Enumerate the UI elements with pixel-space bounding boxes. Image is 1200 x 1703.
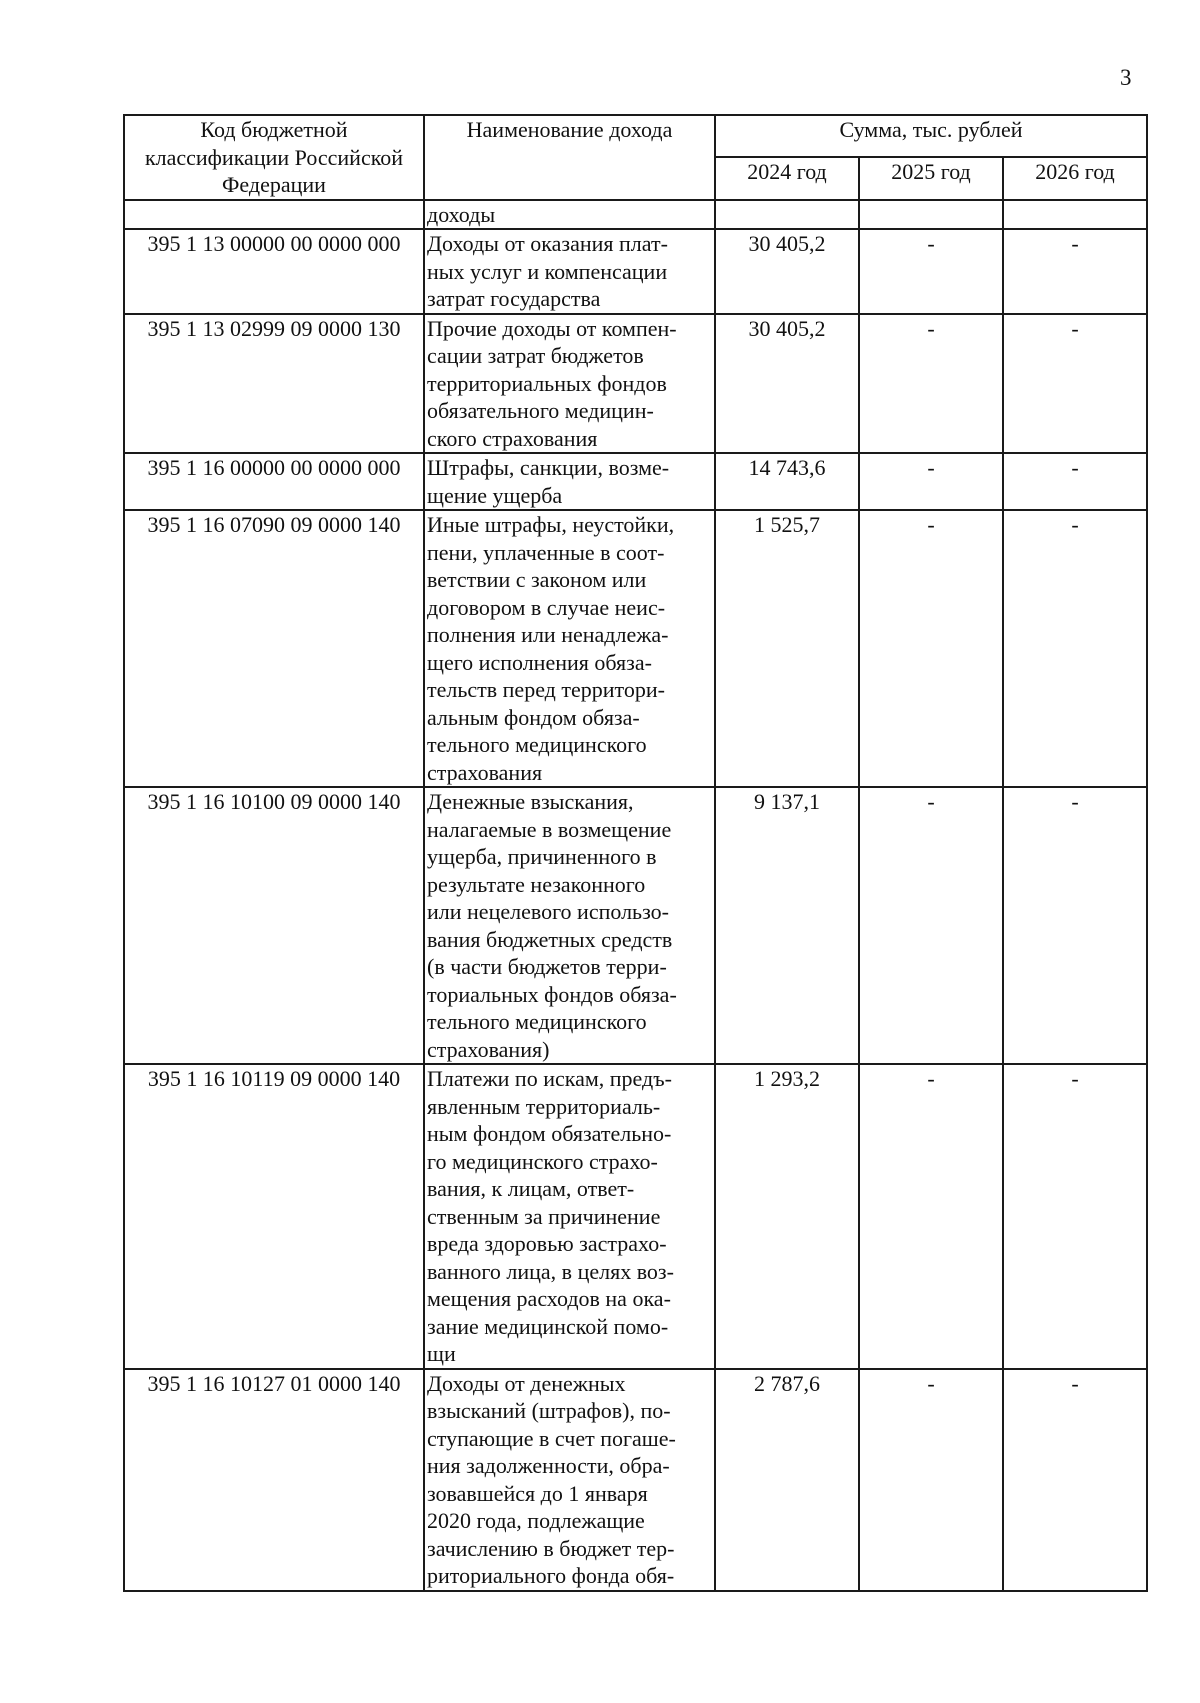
name-cell: Доходы от денежных взысканий (штрафов), по- ступающие в счет погаше- ния задолженности, обра- зовавшейся до 1 января 2020 года, подлежащие зачислению в бюджет тер- риториального фонда обя-	[424, 1369, 715, 1591]
table-row	[124, 314, 1147, 454]
code-cell: 395 1 13 00000 00 0000 000	[124, 229, 424, 314]
page-number: 3	[1120, 65, 1132, 90]
value-2026-cell: -	[1003, 1369, 1147, 1591]
table-header	[124, 115, 1147, 200]
name-cell: Штрафы, санкции, возме- щение ущерба	[424, 453, 715, 510]
code-cell: 395 1 16 00000 00 0000 000	[124, 453, 424, 510]
value-2025-cell: -	[859, 453, 1003, 510]
value-2026-cell: -	[1003, 1064, 1147, 1369]
value-2024-cell: 1 525,7	[715, 510, 859, 787]
name-cell: Денежные взыскания, налагаемые в возмещение ущерба, причиненного в результате незаконного или нецелевого использо- вания бюджетных средств (в части бюджетов терри- ториальных фондов обяза- тельного медицинского страхования)	[424, 787, 715, 1064]
value-2026-cell: -	[1003, 453, 1147, 510]
name-cell: Платежи по искам, предъ- явленным территориаль- ным фондом обязательно- го медицинского страхо- вания, к лицам, ответ- ственным за причинение вреда здоровью застрахо- ванного лица, в целях воз- мещения расходов на ока- зание медицинской помо- щи	[424, 1064, 715, 1369]
table-row	[124, 200, 1147, 230]
header-name: Наименование дохода	[424, 115, 715, 200]
header-code: Код бюджетной классификации Российской Федерации	[124, 115, 424, 200]
value-2025-cell: -	[859, 510, 1003, 787]
value-2024-cell: 30 405,2	[715, 229, 859, 314]
value-2025-cell: -	[859, 1064, 1003, 1369]
value-2026-cell: -	[1003, 510, 1147, 787]
value-2024-cell: 14 743,6	[715, 453, 859, 510]
header-year-2024: 2024 год	[715, 157, 859, 199]
revenue-table	[123, 114, 1148, 1592]
table-row	[124, 1369, 1147, 1591]
header-sum: Сумма, тыс. рублей	[715, 115, 1147, 157]
value-2025-cell: -	[859, 229, 1003, 314]
name-cell: Иные штрафы, неустойки, пени, уплаченные в соот- ветствии с законом или договором в случае неис- полнения или ненадлежа- щего исполнения обяза- тельств перед территори- альным фондом обяза- тельного медицинского страхования	[424, 510, 715, 787]
table-body	[124, 200, 1147, 1591]
value-2024-cell: 1 293,2	[715, 1064, 859, 1369]
value-2024-cell: 30 405,2	[715, 314, 859, 454]
value-2025-cell: -	[859, 1369, 1003, 1591]
header-year-2025: 2025 год	[859, 157, 1003, 199]
code-cell: 395 1 16 10100 09 0000 140	[124, 787, 424, 1064]
code-cell: 395 1 16 10119 09 0000 140	[124, 1064, 424, 1369]
name-cell: доходы	[424, 200, 715, 230]
table-row	[124, 787, 1147, 1064]
code-cell: 395 1 16 10127 01 0000 140	[124, 1369, 424, 1591]
value-2025-cell: -	[859, 314, 1003, 454]
table-row	[124, 453, 1147, 510]
value-2024-cell	[715, 200, 859, 230]
header-row	[124, 115, 1147, 157]
value-2025-cell	[859, 200, 1003, 230]
name-cell: Доходы от оказания плат- ных услуг и компенсации затрат государства	[424, 229, 715, 314]
value-2026-cell: -	[1003, 787, 1147, 1064]
header-year-2026: 2026 год	[1003, 157, 1147, 199]
value-2026-cell: -	[1003, 229, 1147, 314]
code-cell: 395 1 13 02999 09 0000 130	[124, 314, 424, 454]
name-cell: Прочие доходы от компен- сации затрат бюджетов территориальных фондов обязательного медицин- ского страхования	[424, 314, 715, 454]
value-2024-cell: 2 787,6	[715, 1369, 859, 1591]
code-cell: 395 1 16 07090 09 0000 140	[124, 510, 424, 787]
table-row	[124, 229, 1147, 314]
table-row	[124, 510, 1147, 787]
value-2026-cell: -	[1003, 314, 1147, 454]
value-2025-cell: -	[859, 787, 1003, 1064]
value-2024-cell: 9 137,1	[715, 787, 859, 1064]
table-row	[124, 1064, 1147, 1369]
value-2026-cell	[1003, 200, 1147, 230]
code-cell	[124, 200, 424, 230]
